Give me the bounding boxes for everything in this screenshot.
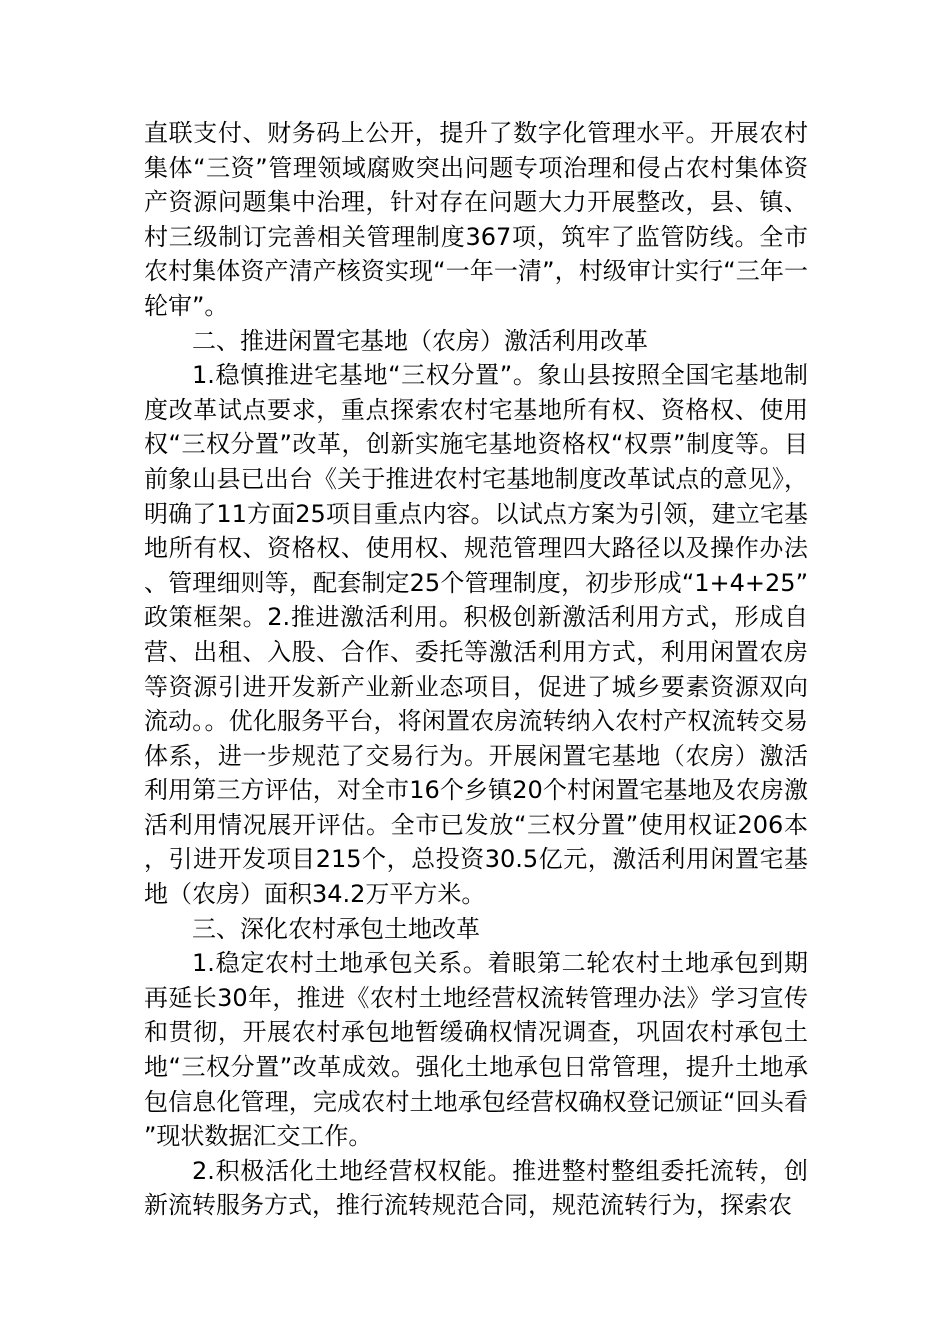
paragraph-land-management-rights: 2.积极活化土地经营权权能。推进整村整组委托流转，创新流转服务方式，推行流转规范合同，规范流转行为，探索农 [144, 1156, 808, 1220]
document-page [144, 116, 808, 1223]
paragraph-land-contract: 1.稳定农村土地承包关系。着眼第二轮农村土地承包到期再延长30年，推进《农村土地经营权流转管理办法》学习宣传和贯彻，开展农村承包地暂缓确权情况调查，巩固农村承包土地“三权分置”改革成效。强化土地承包日常管理，提升土地承包信息化管理，完成农村土地承包经营权确权登记颁证“回头看”现状数据汇交工作。 [144, 949, 808, 1151]
section-heading-2: 二、推进闲置宅基地（农房）激活利用改革 [192, 326, 648, 355]
paragraph-homestead-reform: 1.稳慎推进宅基地“三权分置”。象山县按照全国宅基地制度改革试点要求，重点探索农村宅基地所有权、资格权、使用权“三权分置”改革，创新实施宅基地资格权“权票”制度等。目前象山县已出台《关于推进农村宅基地制度改革试点的意见》，明确了11方面25项目重点内容。以试点方案为引领，建立宅基地所有权、资格权、使用权、规范管理四大路径以及操作办法、管理细则等，配套制定25个管理制度，初步形成“1+4+25”政策框架。2.推进激活利用。积极创新激活利用方式，形成自营、出租、入股、合作、委托等激活利用方式，利用闲置农房等资源引进开发新产业新业态项目，促进了城乡要素资源双向流动。。优化服务平台，将闲置农房流转纳入农村产权流转交易体系，进一步规范了交易行为。开展闲置宅基地（农房）激活利用第三方评估，对全市16个乡镇20个村闲置宅基地及农房激活利用情况展开评估。全市已发放“三权分置”使用权证206本，引进开发项目215个，总投资30.5亿元，激活利用闲置宅基地（农房）面积34.2万平方米。 [144, 361, 808, 909]
paragraph-1: 直联支付、财务码上公开，提升了数字化管理水平。开展农村集体“三资”管理领域腐败突出问题专项治理和侵占农村集体资产资源问题集中治理，针对存在问题大力开展整改，县、镇、村三级制订完善相关管理制度367项，筑牢了监管防线。全市农村集体资产清产核资实现“一年一清”，村级审计实行“三年一轮审”。 [144, 119, 808, 320]
section-heading-3: 三、深化农村承包土地改革 [192, 914, 480, 943]
